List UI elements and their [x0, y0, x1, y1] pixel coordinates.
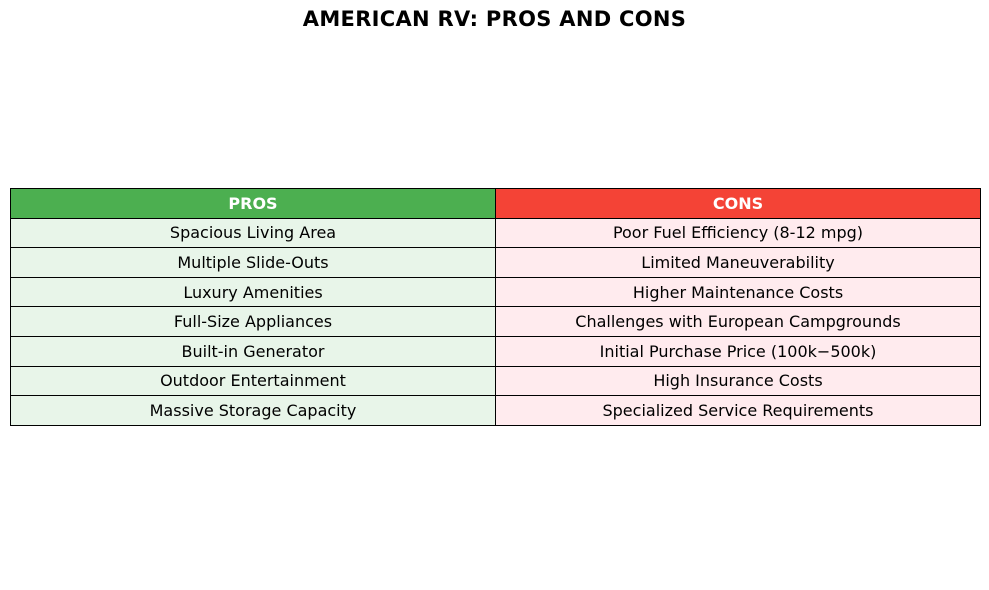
- chart-title: AMERICAN RV: PROS AND CONS: [302, 7, 687, 31]
- table-row: [11, 218, 981, 248]
- cons-cell: High Insurance Costs: [496, 366, 981, 396]
- cons-cell: Poor Fuel Efficiency (8-12 mpg): [496, 218, 981, 248]
- cons-cell: Specialized Service Requirements: [496, 396, 981, 426]
- cons-cell: Higher Maintenance Costs: [496, 277, 981, 307]
- table-row: [11, 366, 981, 396]
- pros-header: PROS: [11, 189, 496, 219]
- table-row: [11, 307, 981, 337]
- pros-cell: Multiple Slide-Outs: [11, 248, 496, 278]
- cons-cell: Limited Maneuverability: [496, 248, 981, 278]
- table-body: [11, 218, 981, 425]
- cons-cell: Challenges with European Campgrounds: [496, 307, 981, 337]
- pros-cell: Massive Storage Capacity: [11, 396, 496, 426]
- header-row: [11, 189, 981, 219]
- pros-cell: Luxury Amenities: [11, 277, 496, 307]
- cons-header: CONS: [496, 189, 981, 219]
- table-row: [11, 248, 981, 278]
- pros-cell: Spacious Living Area: [11, 218, 496, 248]
- table-row: [11, 396, 981, 426]
- pros-cons-table: [10, 188, 981, 426]
- cons-cell: Initial Purchase Price (100k−500k): [496, 336, 981, 366]
- table-row: [11, 336, 981, 366]
- pros-cell: Outdoor Entertainment: [11, 366, 496, 396]
- pros-cell: Built-in Generator: [11, 336, 496, 366]
- table-row: [11, 277, 981, 307]
- pros-cell: Full-Size Appliances: [11, 307, 496, 337]
